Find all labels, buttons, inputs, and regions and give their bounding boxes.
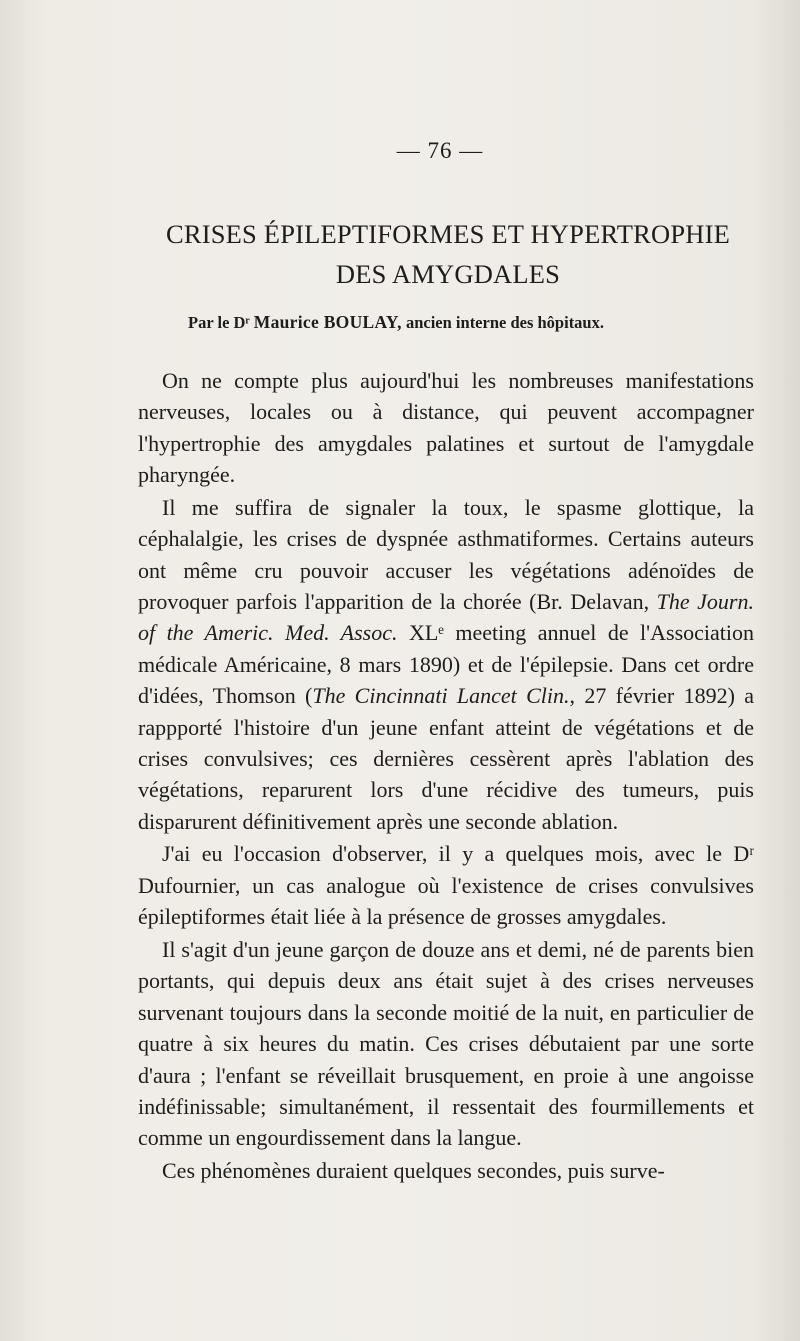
title-line-1: CRISES ÉPILEPTIFORMES ET HYPERTROPHIE <box>165 219 731 249</box>
paragraph-4: Il s'agit d'un jeune garçon de douze ans et demi, né de parents bien portants, qui depuis deux ans était sujet à des crises nerveuses survenant toujours dans la seconde moitié de la nuit, en particulier de quatre à six heures du matin. Ces crises débutaient par une sorte d'aura ; l'enfant se réveillait brusquement, en proie à une angoisse indéfinissable; simultanément, il ressentait des fourmillements et comme un engourdissement dans la langue. <box>138 936 754 1151</box>
author-credentials: ancien interne des hôpitaux. <box>405 313 604 332</box>
author-byline <box>188 312 748 333</box>
journal-title-1: The Journ. of the Americ. Med. Assoc. <box>138 589 754 646</box>
paragraph-1: On ne compte plus aujourd'hui les nombreuses manifestations nerveuses, locales ou à distance, qui peuvent accompagner l'hypertrophie des amygdales palatines et surtout de l'amygdale pharyngée. <box>138 368 754 488</box>
page-number: — 76 — <box>396 138 484 163</box>
author-name: Maurice BOULAY, <box>253 312 402 332</box>
paragraph-5: Ces phénomènes duraient quelques secondes, puis surve- <box>162 1157 665 1183</box>
paragraph-2 <box>138 492 754 837</box>
article-body <box>138 365 754 1188</box>
byline-prefix: Par le Dʳ <box>188 313 250 332</box>
journal-title-2: The Cincinnati Lancet Clin. <box>312 683 570 709</box>
paragraph-2-part-b: XLᵉ meeting annuel de l'Association médicale Américaine, 8 mars 1890) et de l'épilepsie. Dans cet ordre d'idées, Thomson ( <box>138 620 755 709</box>
title-line-2: DES AMYGDALES <box>335 259 561 289</box>
paragraph-2-part-c: , 27 février 1892) a rappporté l'histoire d'un jeune enfant atteint de végétations et de crises convulsives; ces dernières cessèrent après l'ablation des végétations, reparurent lors d'une récidive des tumeurs, puis disparurent définitivement après une seconde ablation. <box>138 683 754 834</box>
paragraph-3: J'ai eu l'occasion d'observer, il y a quelques mois, avec le Dʳ Dufournier, un cas analogue où l'existence de crises convulsives épileptiformes était liée à la présence de grosses amygdales. <box>138 841 754 930</box>
article-title <box>140 214 756 294</box>
paragraph-2-part-a: Il me suffira de signaler la toux, le spasme glottique, la céphalalgie, les crises de dyspnée asthmatiformes. Certains auteurs ont même cru pouvoir accuser les végétations adénoïdes de provoquer parfois l'apparition de la chorée (Br. Delavan, <box>138 494 754 615</box>
